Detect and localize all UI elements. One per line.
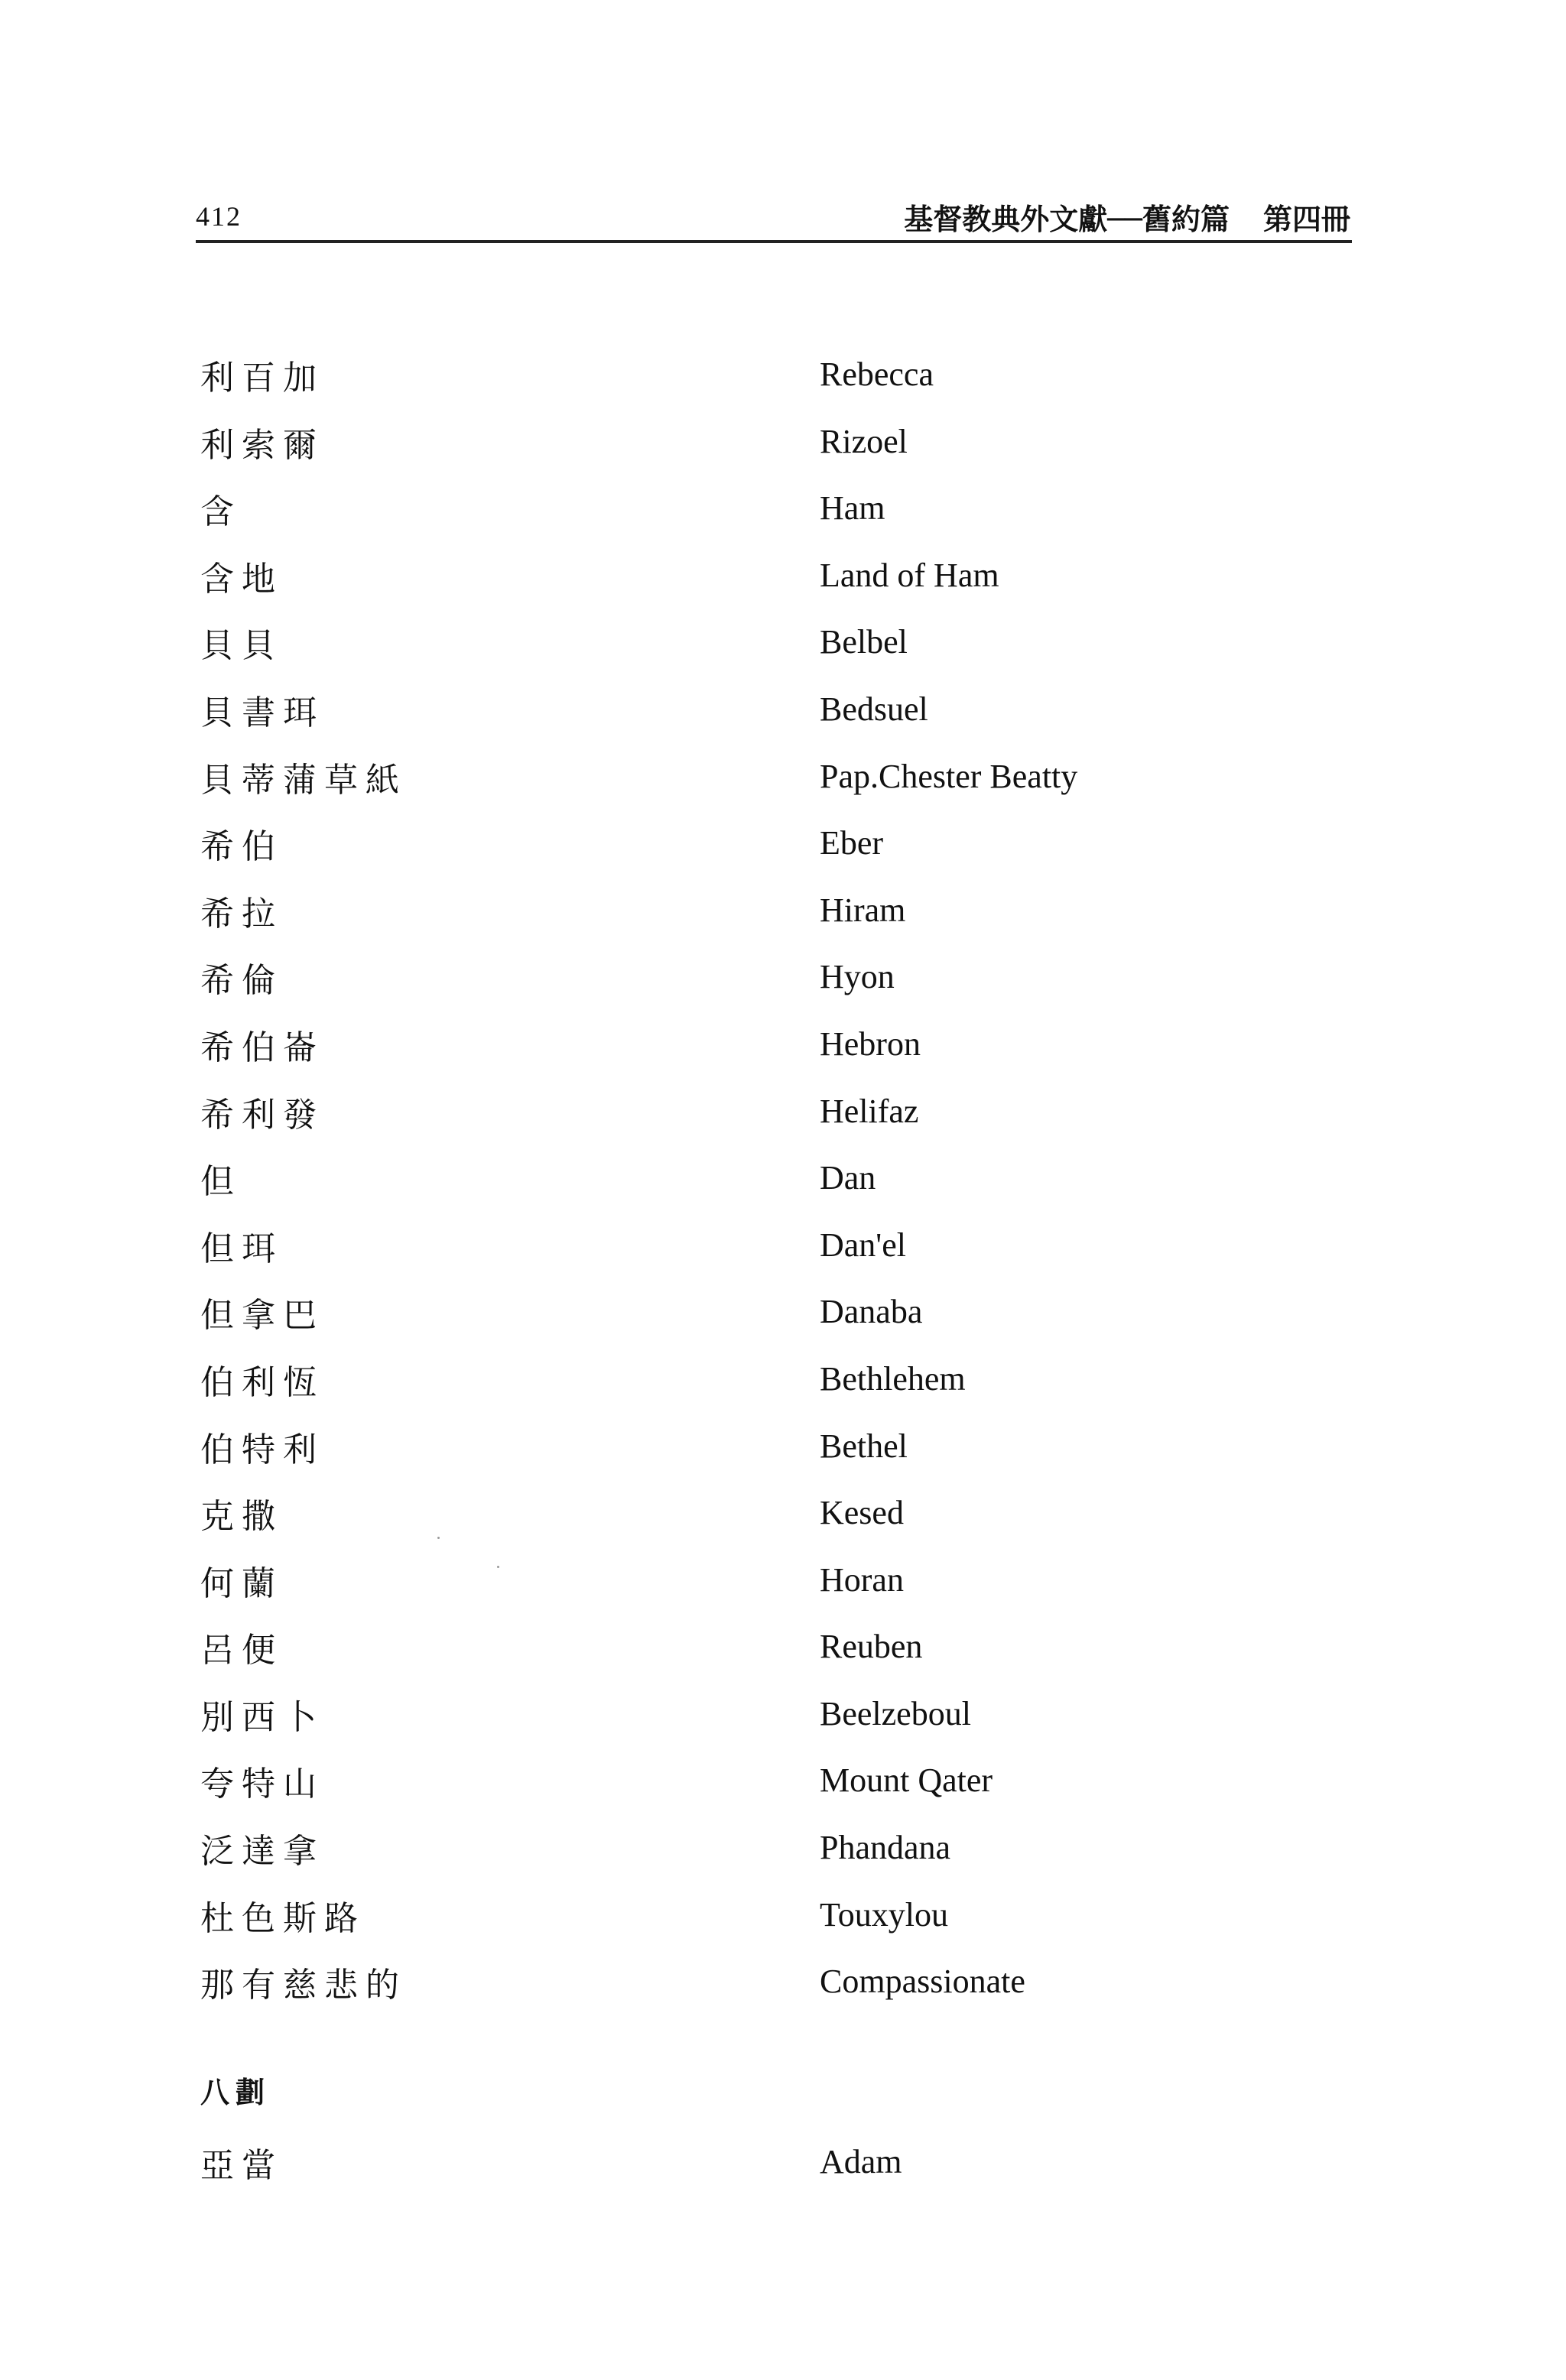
glossary-row bbox=[0, 1957, 1566, 2024]
glossary-row bbox=[0, 953, 1566, 1020]
glossary-row bbox=[0, 551, 1566, 619]
glossary-row bbox=[0, 1622, 1566, 1690]
chinese-term: 利百加 bbox=[200, 359, 324, 398]
glossary-row bbox=[0, 1823, 1566, 1891]
english-term: Phandana bbox=[820, 1829, 951, 1867]
english-term: Ham bbox=[820, 489, 885, 528]
english-term: Bedsuel bbox=[820, 690, 928, 728]
chinese-term: 別西卜 bbox=[200, 1697, 324, 1737]
english-term: Kesed bbox=[820, 1494, 904, 1532]
chinese-term: 何蘭 bbox=[200, 1563, 283, 1603]
english-term: Rizoel bbox=[820, 422, 908, 460]
glossary-row bbox=[0, 685, 1566, 752]
glossary-row bbox=[0, 1355, 1566, 1422]
chinese-term: 呂便 bbox=[200, 1631, 283, 1671]
glossary-row bbox=[0, 819, 1566, 886]
glossary-row bbox=[0, 1154, 1566, 1221]
chinese-term: 伯利恆 bbox=[200, 1362, 324, 1402]
english-term: Dan'el bbox=[820, 1226, 906, 1264]
english-term: Belbel bbox=[820, 623, 908, 661]
volume-label: 第四冊 bbox=[1262, 203, 1350, 236]
section-heading: 八劃 bbox=[200, 2076, 271, 2109]
chinese-term: 克撒 bbox=[200, 1497, 283, 1537]
header-rule bbox=[196, 240, 1352, 243]
chinese-term: 含 bbox=[200, 492, 242, 532]
chinese-term: 含地 bbox=[200, 559, 283, 599]
chinese-term: 但 bbox=[200, 1162, 242, 1202]
chinese-term: 泛達拿 bbox=[200, 1832, 324, 1872]
glossary-row bbox=[0, 886, 1566, 953]
glossary-row bbox=[0, 1020, 1566, 1087]
chinese-term: 利索爾 bbox=[200, 425, 324, 465]
chinese-term: 希拉 bbox=[200, 894, 283, 933]
chinese-term: 貝蒂蒲草紙 bbox=[200, 760, 407, 800]
glossary-row bbox=[0, 484, 1566, 551]
glossary-row bbox=[0, 618, 1566, 685]
glossary-row bbox=[0, 752, 1566, 820]
glossary-row bbox=[0, 2138, 1566, 2204]
chinese-term: 伯特利 bbox=[200, 1430, 324, 1469]
chinese-term: 夸特山 bbox=[200, 1765, 324, 1804]
english-term: Rebecca bbox=[820, 356, 934, 393]
english-term: Dan bbox=[820, 1159, 876, 1197]
glossary-row bbox=[0, 1489, 1566, 1556]
glossary-row bbox=[0, 1087, 1566, 1154]
english-term: Touxylou bbox=[820, 1895, 949, 1934]
chinese-term: 但拿巴 bbox=[200, 1296, 324, 1336]
chinese-term: 希利發 bbox=[200, 1095, 324, 1135]
english-term: Pap.Chester Beatty bbox=[820, 757, 1078, 795]
glossary-row bbox=[0, 1756, 1566, 1823]
scan-speck bbox=[437, 1537, 440, 1539]
english-term: Bethlehem bbox=[820, 1359, 966, 1398]
english-term: Helifaz bbox=[820, 1092, 919, 1130]
glossary-row bbox=[0, 1891, 1566, 1958]
english-term: Mount Qater bbox=[820, 1761, 993, 1800]
chinese-term: 貝書珥 bbox=[200, 693, 324, 732]
scan-speck bbox=[497, 1566, 499, 1568]
english-term: Eber bbox=[820, 824, 884, 862]
english-term: Reuben bbox=[820, 1628, 923, 1666]
chinese-term: 希伯 bbox=[200, 827, 283, 867]
glossary-row bbox=[0, 417, 1566, 485]
glossary-row bbox=[0, 1556, 1566, 1623]
chinese-term: 亞當 bbox=[200, 2146, 283, 2185]
running-title bbox=[904, 196, 1350, 238]
glossary-row bbox=[0, 1221, 1566, 1288]
chinese-term: 希倫 bbox=[200, 961, 283, 1001]
english-term: Land of Ham bbox=[820, 556, 999, 594]
english-term: Hyon bbox=[820, 958, 895, 996]
chinese-term: 貝貝 bbox=[200, 626, 283, 666]
page-number: 412 bbox=[196, 201, 242, 232]
glossary-row bbox=[0, 350, 1566, 417]
glossary-row bbox=[0, 1422, 1566, 1489]
english-term: Horan bbox=[820, 1560, 904, 1599]
english-term: Adam bbox=[820, 2143, 902, 2180]
chinese-term: 杜色斯路 bbox=[200, 1898, 366, 1938]
book-title: 基督教典外文獻──舊約篇 bbox=[904, 203, 1230, 236]
english-term: Danaba bbox=[820, 1293, 923, 1331]
glossary-row bbox=[0, 1287, 1566, 1355]
english-term: Hebron bbox=[820, 1024, 921, 1063]
glossary-list bbox=[0, 350, 1566, 2024]
chinese-term: 但珥 bbox=[200, 1229, 283, 1268]
english-term: Beelzeboul bbox=[820, 1694, 971, 1732]
glossary-row bbox=[0, 1690, 1566, 1757]
chinese-term: 希伯崙 bbox=[200, 1028, 324, 1067]
english-term: Compassionate bbox=[820, 1963, 1025, 2001]
english-term: Hiram bbox=[820, 891, 906, 929]
chinese-term: 那有慈悲的 bbox=[200, 1966, 407, 2005]
english-term: Bethel bbox=[820, 1427, 908, 1465]
